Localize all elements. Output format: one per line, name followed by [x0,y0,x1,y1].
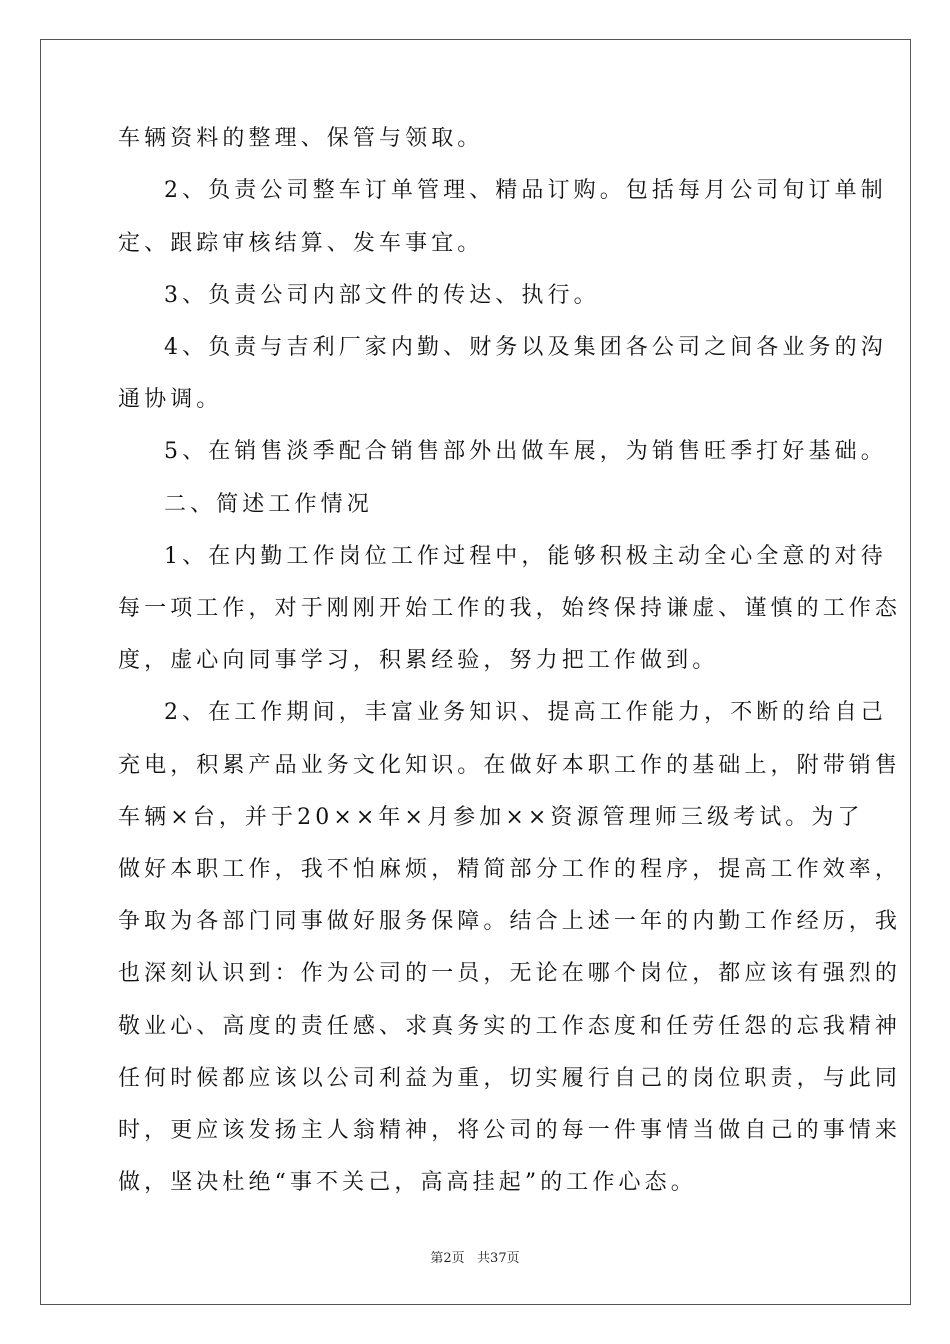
text-line: 2、在工作期间，丰富业务知识、提高工作能力，不断的给自己 [164,700,887,725]
text-line: 2、负责公司整车订单管理、精品订购。包括每月公司旬订单制 [164,178,887,203]
text-line: 每一项工作，对于刚刚开始工作的我，始终保持谦虚、谨慎的工作态 [118,596,902,621]
text-line: 也深刻认识到：作为公司的一员，无论在哪个岗位，都应该有强烈的 [118,961,902,986]
text-line: 时，更应该发扬主人翁精神，将公司的每一件事情当做自己的事情来 [118,1118,902,1143]
text-line: 车辆资料的整理、保管与领取。 [118,126,484,151]
text-line: 4、负责与吉利厂家内勤、财务以及集团各公司之间各业务的沟 [164,335,887,360]
section-heading: 二、简述工作情况 [164,492,373,517]
text-line: 定、跟踪审核结算、发车事宜。 [118,231,484,256]
text-line: 做，坚决杜绝“事不关己，高高挂起”的工作心态。 [118,1170,697,1195]
text-line: 做好本职工作，我不怕麻烦，精简部分工作的程序，提高工作效率， [118,857,902,882]
text-line: 敬业心、高度的责任感、求真务实的工作态度和任劳任怨的忘我精神 [118,1014,902,1039]
text-line: 3、负责公司内部文件的传达、执行。 [164,283,600,308]
text-line: 车辆×台，并于20××年×月参加××资源管理师三级考试。为了 [118,805,864,830]
text-line: 5、在销售淡季配合销售部外出做车展，为销售旺季打好基础。 [164,439,887,464]
text-line: 1、在内勤工作岗位工作过程中，能够积极主动全心全意的对待 [164,544,887,569]
page-number: 第2页 共37页 [430,1251,520,1266]
text-line: 任何时候都应该以公司利益为重，切实履行自己的岗位职责，与此同 [118,1066,902,1091]
text-line: 通协调。 [118,387,223,412]
text-line: 充电，积累产品业务文化知识。在做好本职工作的基础上，附带销售 [118,753,902,778]
text-line: 度，虚心向同事学习，积累经验，努力把工作做到。 [118,648,719,673]
text-line: 争取为各部门同事做好服务保障。结合上述一年的内勤工作经历，我 [118,909,902,934]
